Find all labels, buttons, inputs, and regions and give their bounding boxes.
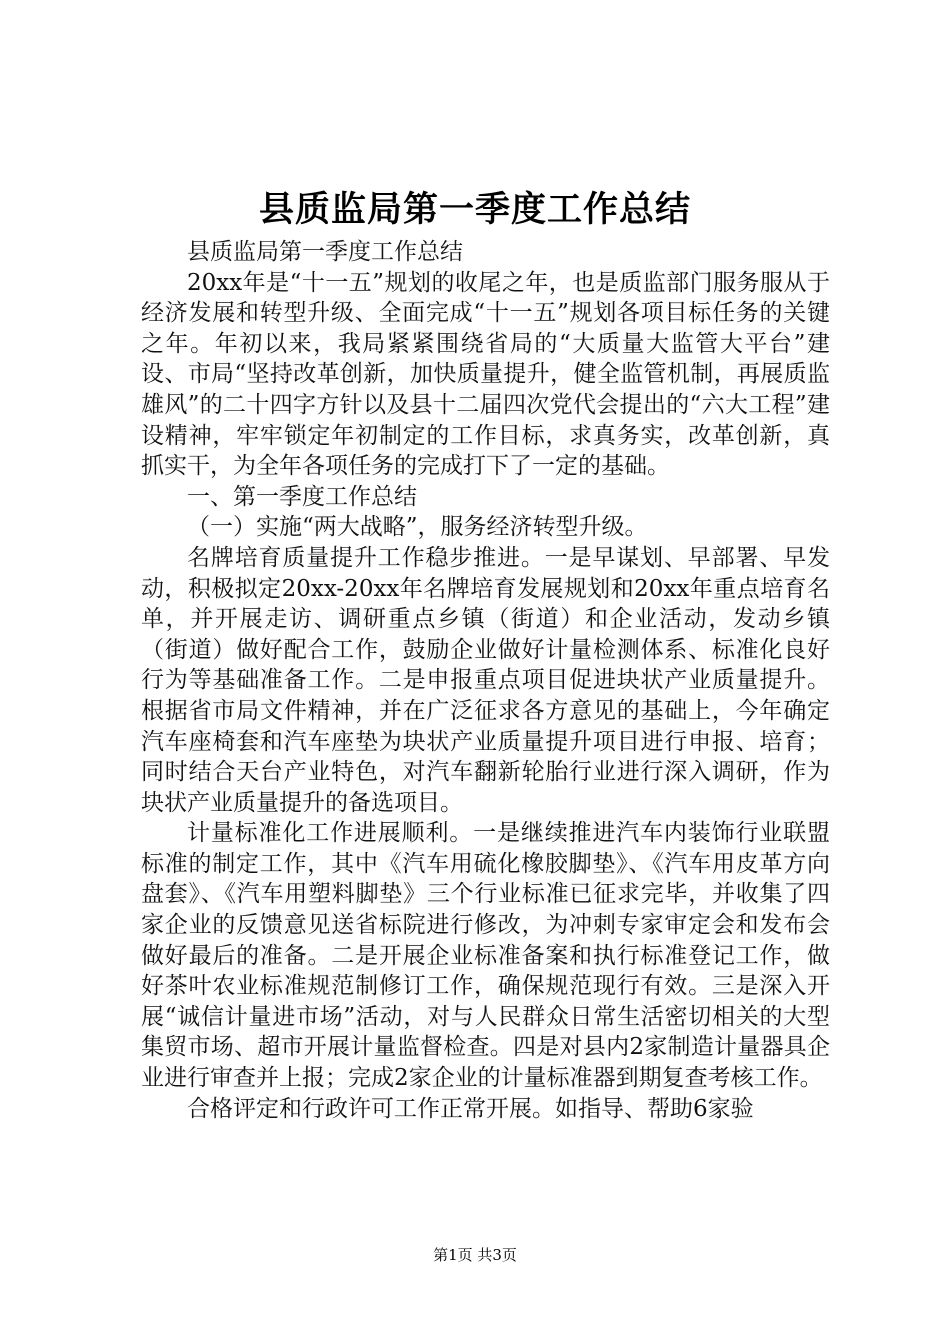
section-heading: 一、第一季度工作总结 bbox=[187, 483, 417, 510]
document-body bbox=[141, 237, 830, 1124]
document-title: 县质监局第一季度工作总结 bbox=[258, 190, 691, 230]
page-number-footer: 第1页 共3页 bbox=[433, 1246, 517, 1264]
subsection-heading: （一）实施“两大战略”，服务经济转型升级。 bbox=[187, 514, 648, 541]
paragraph-brand-cultivation: 名牌培育质量提升工作稳步推进。一是早谋划、早部署、早发动，积极拟定20xx-20xx年名牌培育发展规划和20xx年重点培育名单，并开展走访、调研重点乡镇（街道）和企业活动，发动乡镇（街道）做好配合工作，鼓励企业做好计量检测体系、标准化良好行为等基础准备工作。二是申报重点项目促进块状产业质量提升。根据省市局文件精神，并在广泛征求各方意见的基础上，今年确定汽车座椅套和汽车座垫为块状产业质量提升项目进行申报、培育；同时结合天台产业特色，对汽车翻新轮胎行业进行深入调研，作为块状产业质量提升的备选项目。 bbox=[141, 544, 830, 816]
paragraph-conformity-assessment: 合格评定和行政许可工作正常开展。如指导、帮助6家验 bbox=[187, 1095, 754, 1122]
paragraph-subtitle: 县质监局第一季度工作总结 bbox=[187, 239, 463, 265]
paragraph-intro: 20xx年是“十一五”规划的收尾之年，也是质监部门服务服从于经济发展和转型升级、全面完成“十一五”规划各项目标任务的关键之年。年初以来，我局紧紧围绕省局的“大质量大监管大平台”建设、市局“坚持改革创新，加快质量提升，健全监管机制，再展质监雄风”的二十四字方针以及县十二届四次党代会提出的“六大工程”建设精神，牢牢锁定年初制定的工作目标，求真务实，改革创新，真抓实干，为全年各项任务的完成打下了一定的基础。 bbox=[141, 269, 830, 480]
paragraph-metrology-standardization: 计量标准化工作进展顺利。一是继续推进汽车内装饰行业联盟标准的制定工作，其中《汽车用硫化橡胶脚垫》、《汽车用皮革方向盘套》、《汽车用塑料脚垫》三个行业标准已征求完毕，并收集了四家企业的反馈意见送省标院进行修改，为冲刺专家审定会和发布会做好最后的准备。二是开展企业标准备案和执行标准登记工作，做好茶叶农业标准规范制修订工作，确保规范现行有效。三是深入开展“诚信计量进市场”活动，对与人民群众日常生活密切相关的大型集贸市场、超市开展计量监督检查。四是对县内2家制造计量器具企业进行审查并上报；完成2家企业的计量标准器到期复查考核工作。 bbox=[141, 820, 830, 1092]
